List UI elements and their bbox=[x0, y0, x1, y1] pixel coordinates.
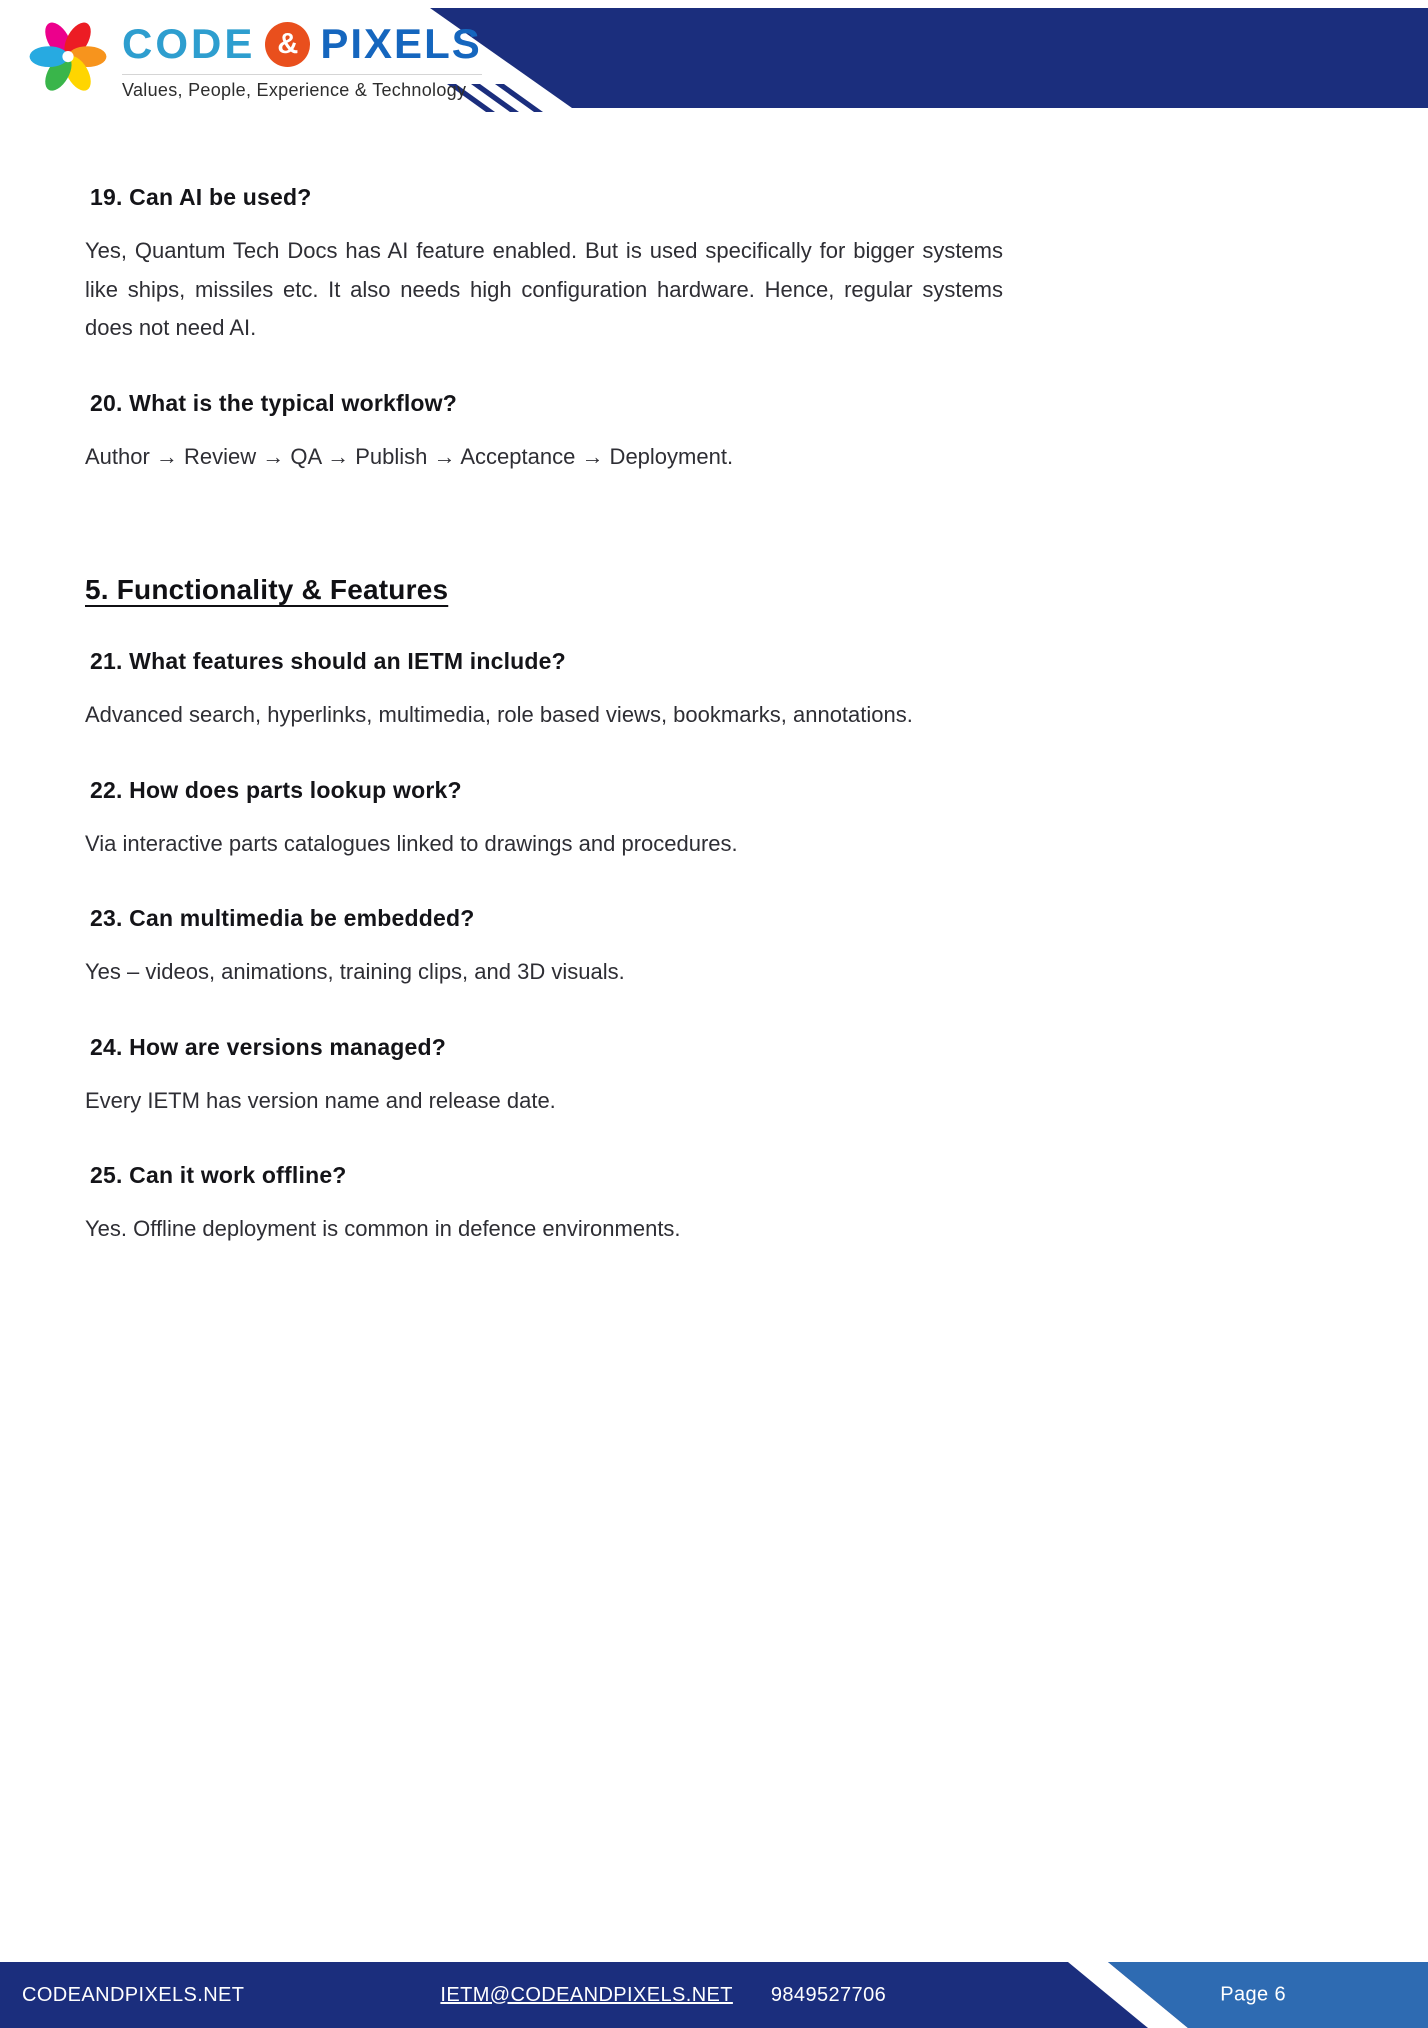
logo bbox=[28, 14, 482, 101]
question-19: 19. Can AI be used? bbox=[90, 184, 312, 210]
answer-19: Yes, Quantum Tech Docs has AI feature enabled. But is used specifically for bigger systems like ships, missiles etc. It also needs high configuration hardware. Hence, regular systems does not need AI. bbox=[85, 238, 1003, 340]
question-25: 25. Can it work offline? bbox=[90, 1162, 347, 1188]
answer-21: Advanced search, hyperlinks, multimedia, role based views, bookmarks, annotations. bbox=[85, 702, 913, 727]
brand-tagline: Values, People, Experience & Technology bbox=[122, 74, 482, 101]
pinwheel-logo-icon bbox=[28, 14, 108, 96]
answer-25: Yes. Offline deployment is common in defence environments. bbox=[85, 1216, 681, 1241]
footer-website: CODEANDPIXELS.NET bbox=[22, 1983, 245, 2006]
question-20: 20. What is the typical workflow? bbox=[90, 389, 457, 416]
brand-ampersand: & bbox=[277, 27, 299, 60]
faq-content bbox=[85, 118, 1003, 1249]
brand-code: CODE bbox=[122, 20, 256, 67]
logo-text bbox=[122, 14, 482, 101]
answer-24: Every IETM has version name and release date. bbox=[85, 1087, 556, 1113]
question-24: 24. How are versions managed? bbox=[90, 1033, 447, 1060]
section-title-functionality: 5. Functionality & Features bbox=[85, 574, 449, 605]
brand-ampersand-badge bbox=[265, 22, 310, 67]
brand-pixels: PIXELS bbox=[320, 20, 482, 67]
footer-page-number: Page 6 bbox=[1220, 1983, 1286, 2006]
footer-email-link[interactable]: IETM@CODEANDPIXELS.NET bbox=[440, 1983, 733, 2006]
answer-23: Yes – videos, animations, training clips, and 3D visuals. bbox=[85, 959, 625, 984]
footer bbox=[0, 1962, 1428, 2028]
header bbox=[0, 0, 1428, 118]
answer-20: Author → Review → QA → Publish → Acceptance → Deployment. bbox=[85, 443, 734, 469]
footer-content bbox=[0, 1962, 1428, 2028]
question-23: 23. Can multimedia be embedded? bbox=[90, 905, 475, 931]
question-22: 22. How does parts lookup work? bbox=[90, 776, 462, 803]
question-21: 21. What features should an IETM include? bbox=[90, 648, 566, 674]
answer-22: Via interactive parts catalogues linked to drawings and procedures. bbox=[85, 830, 738, 856]
footer-phone: 9849527706 bbox=[770, 1983, 887, 2006]
